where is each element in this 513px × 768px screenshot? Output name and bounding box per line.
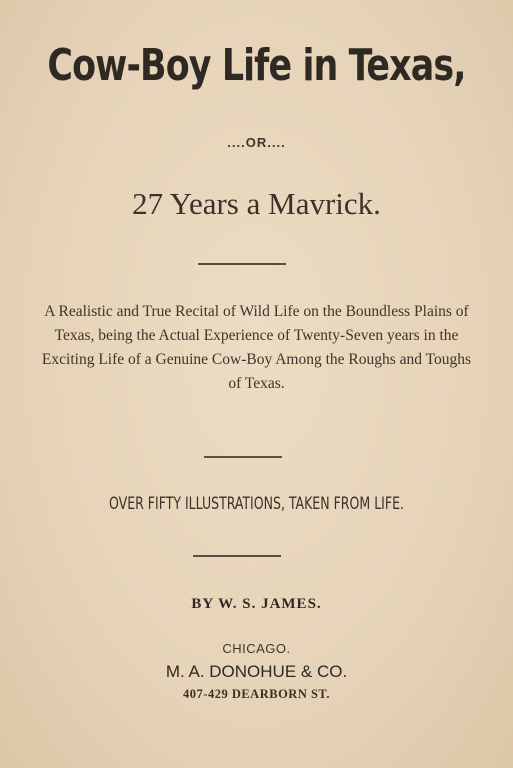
divider-rule-3 [193,555,281,557]
divider-rule-2 [204,456,282,458]
publisher-name: M. A. DONOHUE & CO. [165,662,348,681]
book-subtitle: 27 Years a Mavrick. [132,186,381,221]
publisher-address: 407-429 DEARBORN ST. [183,687,330,701]
divider-rule-1 [198,263,286,265]
description-paragraph: A Realistic and True Recital of Wild Life on the Boundless Plains of Texas, being the Actual Experience of Twenty-Seven years in the Exciting Life of a Genuine Cow-Boy Among the Roughs and Toughs of Texas. [41,303,472,392]
illustrations-note: OVER FIFTY ILLUSTRATIONS, TAKEN FROM LIFE. [108,494,404,514]
or-separator: ....OR.... [227,135,286,150]
author-line: BY W. S. JAMES. [191,596,322,612]
book-title: Cow-Boy Life in Texas, [47,40,466,91]
publisher-city: CHICAGO. [222,641,291,656]
